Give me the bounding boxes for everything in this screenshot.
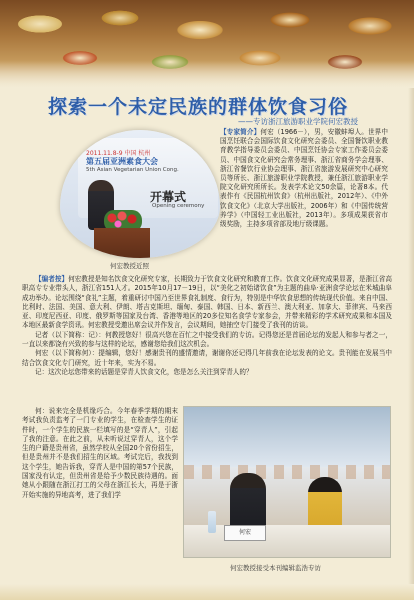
portrait-caption: 何宏教授近照	[110, 262, 149, 270]
article-subtitle: ——专访浙江旅游职业学院何宏教授	[238, 117, 358, 126]
backdrop-event-title: 第五届亚洲素食大会	[86, 157, 158, 166]
paragraph-4: 何：说来完全是机缘巧合。今年春季学期的期末考试我负责监考了一门专业的学生，在检查学生的证件时，一个学生的民族一栏填写的是“穿青人”，引起了我的注意。在此之前，从未听说过穿青人，这个学生的户籍是贵州省，虽然学校从全国20个省份招生，但是贵州并不是我们招生的区域。考试完后，我找到这个学生，她告诉我，穿青人是中国的第57个民族，国家没有认定，但贵州省是给予少数民族待遇的。面她从小跟随在浙江打工的父母在浙江长大，再是于浙开始实施的异地高考，进了我们学	[22, 407, 178, 499]
backdrop-opening-english: Opening ceremony	[152, 203, 205, 209]
podium	[94, 228, 150, 258]
editor-note-tag: 【编者按】	[35, 275, 69, 283]
backdrop-event-english: 5th Asian Vegetarian Union Cong.	[86, 167, 179, 173]
editor-note-text: 何宏教授是知名饮食文化研究专家，长期致力于饮食文化研究和教育工作。饮食文化研究成果显著，是浙江省高职高专专业带头人，浙江省151人才。2015年10月17－19日，以“美化之初始诸饮食”为主题的曲阜·亚洲食学论坛在米城曲阜成功举办。论坛围绕“食礼”主题，着重研讨中国乃至世界食礼制度、食行为，特别是中华饮食思想的传统现代价值。来自中国、比利时、法国、美国、意大利、伊朗、塔吉克斯坦、缅甸、泰国、韩国、日本、新西兰、澳大利亚、加拿大、菲律宾、马来西亚、印度尼西亚、印度、俄罗斯等国家及台湾、香港等地区的20多位知名食学专家参会，并带来精彩的学术研究成果和本国及本地区最新食学资讯。何宏教授受邀出席会议并作发言，会议期间，她抽空专门接受了我刊的访谈。	[22, 275, 393, 330]
background-chairs	[184, 465, 390, 479]
editor-note	[22, 275, 392, 331]
portrait-photo	[60, 130, 220, 258]
banner-fade	[0, 60, 414, 94]
backdrop-date: 2011.11.8-9 中国 杭州	[86, 150, 151, 157]
article-body-left-column	[22, 407, 178, 500]
name-plate: 何宏	[224, 525, 266, 541]
room-wall	[184, 407, 390, 467]
interview-caption: 何宏教授接受本刊编辑监浩专访	[230, 564, 321, 572]
paragraph-1: 记者（以下简称：记）：何教授您好！很高兴您在百忙之中接受我们的专访。记得您还是首届论坛的发起人和参与者之一，一直以来都饶有兴致的参与这样的论坛，感谢您给我们这次机会。	[22, 330, 392, 349]
footer-strip	[0, 584, 414, 600]
paragraph-2: 何宏（以下简称何）：提编辑，您好！感谢贵刊的盛情邀请，谢谢你还记得几年前我在论坛发表的论文。贵刊能在发展当中结合饮食文化专门研究，近十年来，实为不易。	[22, 349, 392, 367]
author-bio	[220, 128, 388, 229]
bio-text: 何宏（1966－），男，安徽蚌埠人。世界中国烹饪联合会国际饮食文化研究会委员、全国餐饮职业教育教学指导委员会委员、中国烹饪协会专家工作委员会委员、中国食文化研究会常务理事、浙江省商务学会理事、浙江省餐饮行业协会理事、浙江省旅游发展研究中心研究员等所长、浙江旅游职业学院教授，兼任浙江旅游职业学院文化研究所所长。发表学术论文50余篇，论著8本。代表作有《民国杭州饮食》（杭州出版社，2012年）、《中外饮食文化》（北京大学出版社，2006年）和《中国传统营养学》（中国轻工业出版社，2013年）。多项成果获省市级奖励，主持多项省部及地厅级课题。	[220, 128, 388, 229]
page-edge-shadow	[408, 88, 414, 584]
paragraph-3: 记：这次论坛您带来的话题是穿青人饮食文化，您是怎么关注到穿青人的？	[35, 367, 253, 376]
bio-tag: 【专家简介】	[220, 128, 261, 136]
interview-photo	[183, 406, 391, 558]
article-title: 探索一个未定民族的群体饮食习俗	[48, 96, 349, 118]
backdrop-opening-label: 开幕式	[150, 190, 187, 204]
article-body-top	[22, 275, 392, 377]
water-bottle	[208, 511, 216, 533]
